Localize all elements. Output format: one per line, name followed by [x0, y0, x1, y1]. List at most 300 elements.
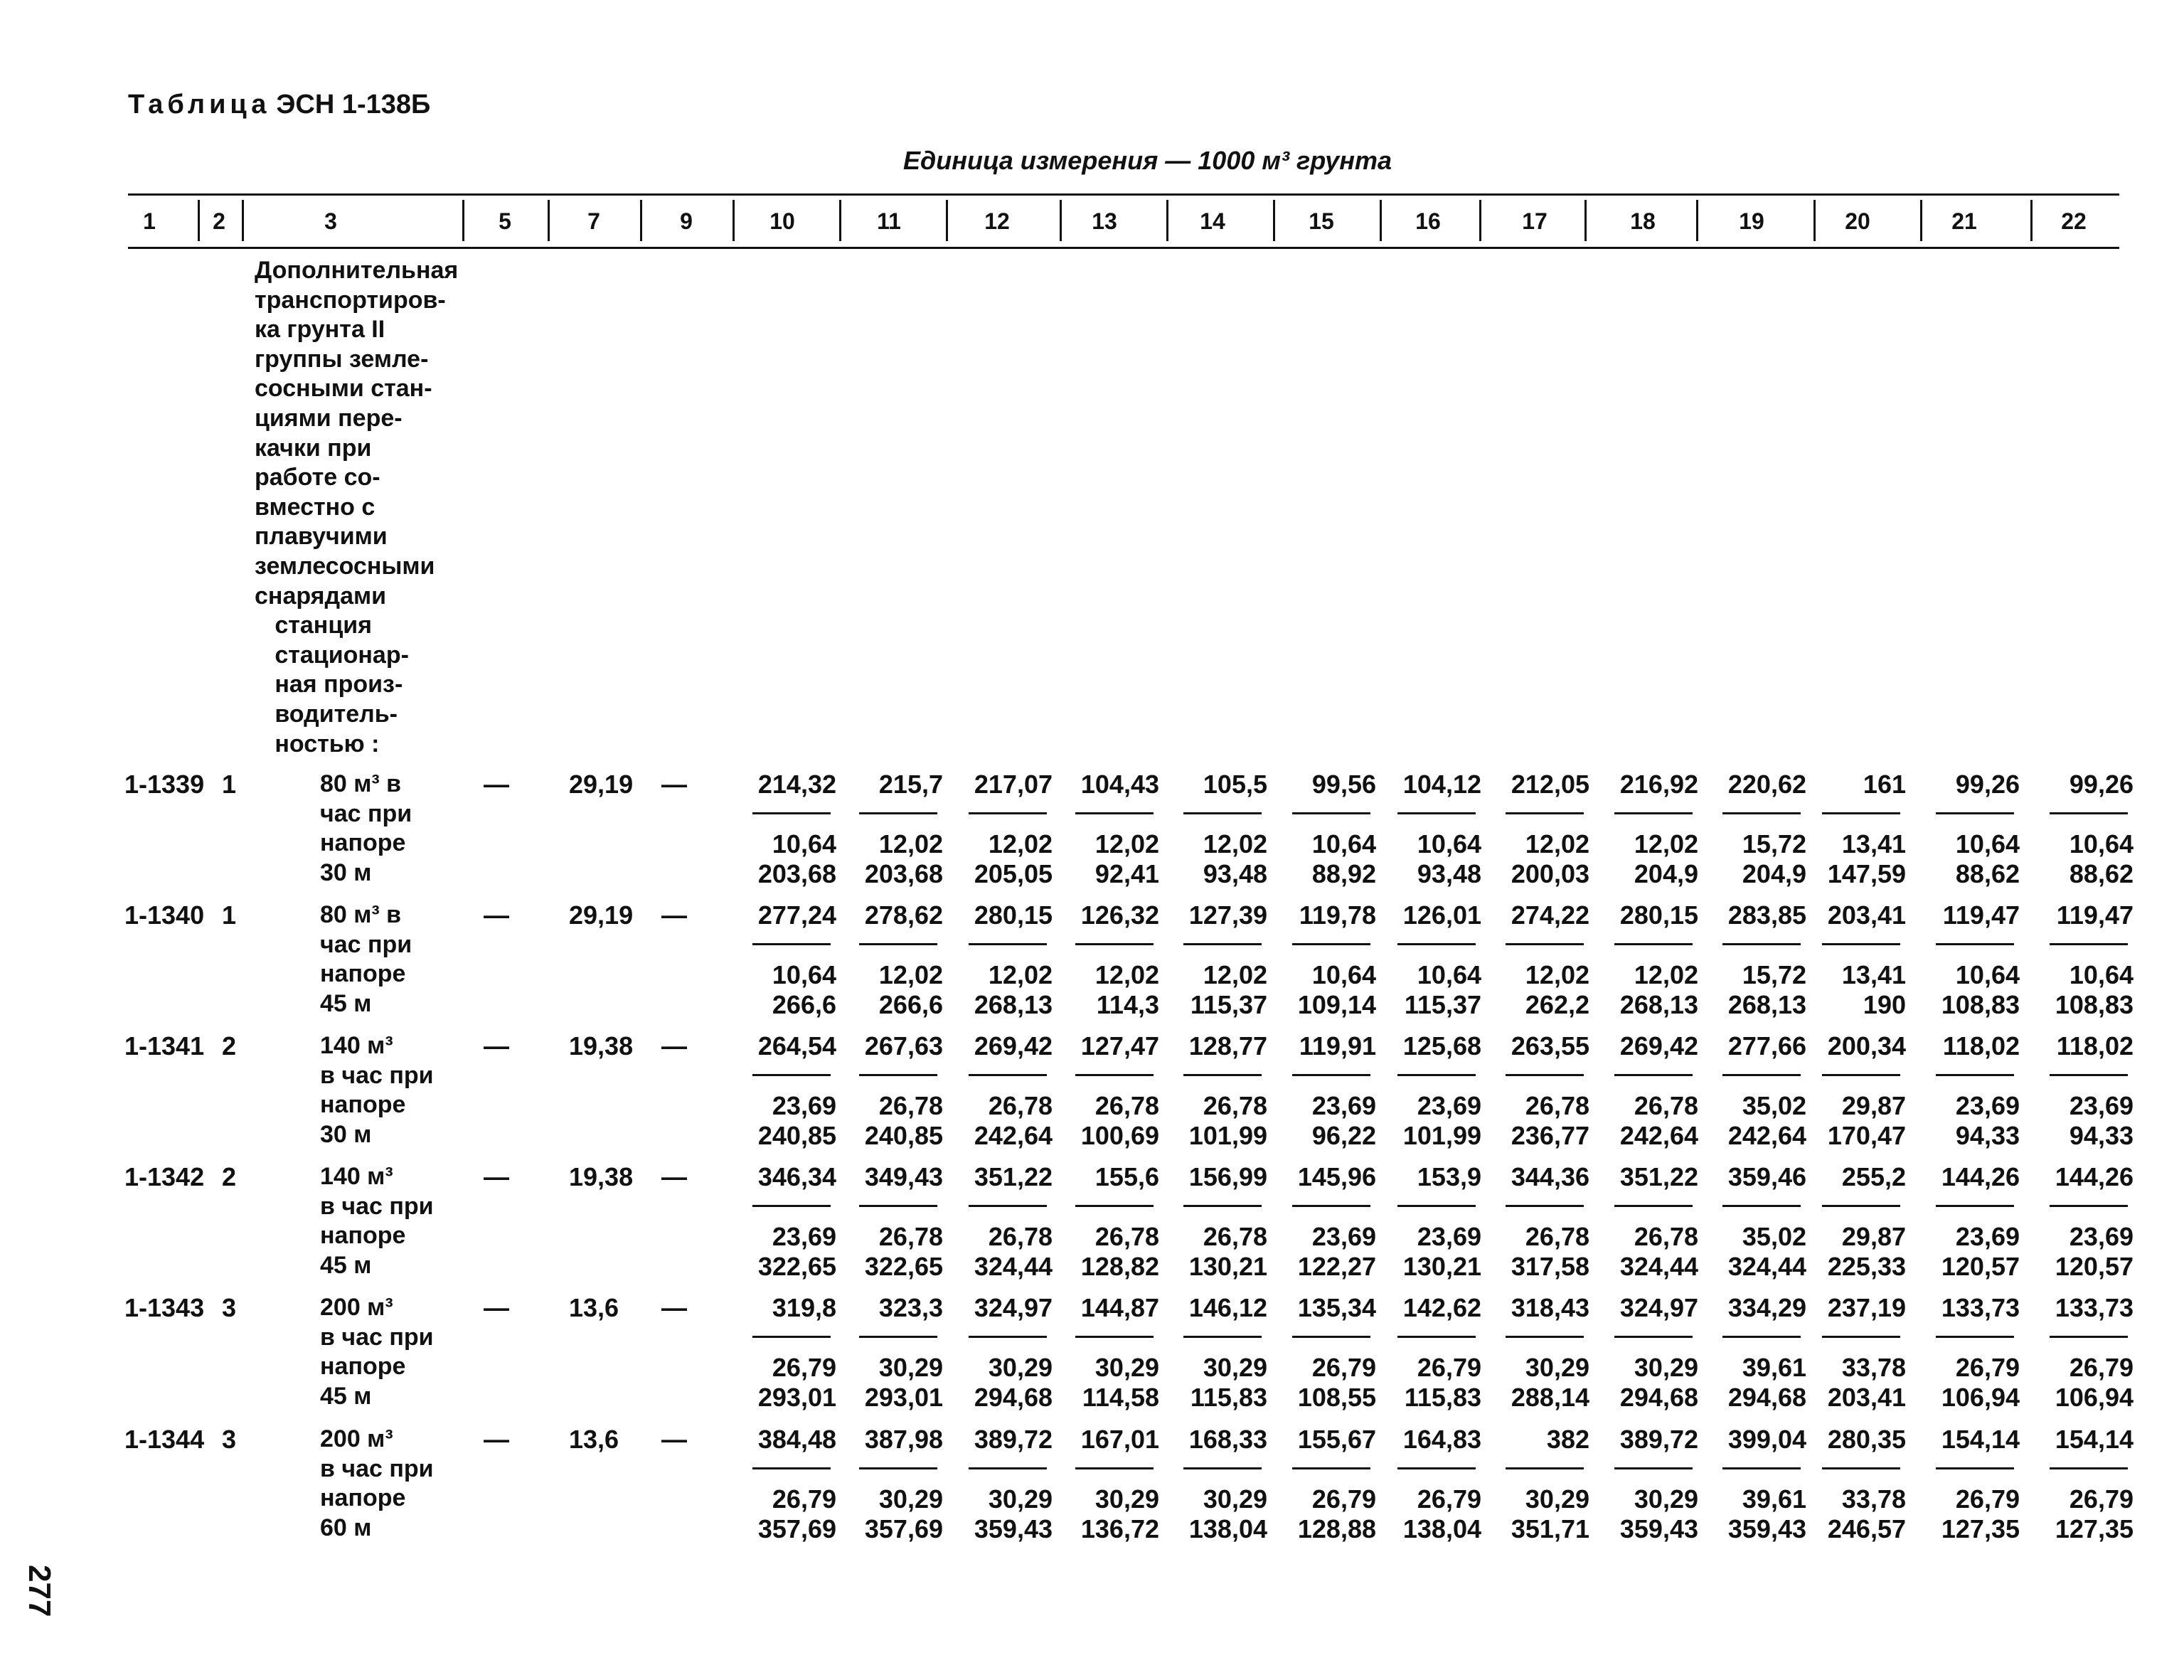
fraction-bar	[1722, 1467, 1801, 1469]
fraction-bar	[1397, 1074, 1476, 1076]
cost-machines: 128,88	[1297, 1514, 1376, 1543]
column-header-3: 3	[324, 208, 337, 234]
cost-machines: 322,65	[864, 1252, 943, 1281]
fraction-bar	[1397, 812, 1476, 814]
fraction-bar	[859, 1205, 937, 1207]
cost-wages: 26,79	[1955, 1484, 2020, 1514]
fraction-bar	[1292, 1205, 1370, 1207]
cost-wages: 23,69	[772, 1091, 836, 1120]
cost-wages: 26,78	[1634, 1222, 1698, 1251]
cost-machines: 288,14	[1511, 1383, 1589, 1412]
cost-total: 127,39	[1188, 900, 1267, 930]
fraction-bar	[2050, 1336, 2128, 1338]
cost-wages: 26,78	[988, 1222, 1053, 1251]
cost-total: 119,47	[1942, 900, 2020, 930]
cost-wages: 30,29	[1094, 1353, 1159, 1382]
cost-wages: 26,78	[1203, 1222, 1267, 1251]
cost-total: 133,73	[1941, 1293, 2020, 1322]
fraction-bar	[1292, 943, 1370, 945]
cost-machines: 114,3	[1096, 990, 1159, 1019]
cost-total: 351,22	[1619, 1162, 1698, 1191]
cost-total: 144,26	[1941, 1162, 2020, 1191]
fraction-bar	[1397, 1205, 1476, 1207]
cost-total: 99,26	[1955, 770, 2020, 799]
column-header-19: 19	[1739, 208, 1764, 234]
column-divider	[640, 200, 642, 241]
cost-machines: 130,21	[1402, 1252, 1481, 1281]
fraction-bar	[1722, 943, 1801, 945]
cost-wages: 26,78	[1203, 1091, 1267, 1120]
fraction-bar	[1075, 943, 1154, 945]
col9-value: —	[661, 1425, 687, 1454]
cost-total: 283,85	[1727, 900, 1806, 930]
table-title-word: Таблица	[128, 90, 271, 119]
column-header-1: 1	[143, 208, 156, 234]
col5-value: —	[484, 900, 509, 930]
column-header-21: 21	[1951, 208, 1977, 234]
fraction-bar	[1722, 1205, 1801, 1207]
cost-wages: 30,29	[1094, 1484, 1159, 1514]
fraction-bar	[1822, 812, 1900, 814]
page-number: 277	[22, 1565, 57, 1617]
column-divider	[1166, 200, 1168, 241]
cost-wages: 30,29	[1525, 1353, 1589, 1382]
cost-total: 154,14	[1941, 1425, 2020, 1454]
col7-value: 29,19	[569, 900, 634, 930]
cost-total: 203,41	[1827, 900, 1906, 930]
fraction-bar	[1936, 1467, 2014, 1469]
cost-total: 126,32	[1080, 900, 1159, 930]
cost-wages: 10,64	[1955, 960, 2020, 989]
column-header-15: 15	[1309, 208, 1334, 234]
cost-total: 155,6	[1094, 1162, 1159, 1191]
cost-machines: 293,01	[757, 1383, 836, 1412]
cost-wages: 30,29	[1203, 1353, 1267, 1382]
fraction-bar	[1614, 1467, 1693, 1469]
fraction-bar	[859, 1467, 937, 1469]
cost-wages: 23,69	[1311, 1222, 1376, 1251]
cost-machines: 357,69	[757, 1514, 836, 1543]
fraction-bar	[1183, 943, 1262, 945]
cost-wages: 12,02	[1094, 960, 1159, 989]
cost-total: 334,29	[1727, 1293, 1806, 1322]
cost-total: 128,77	[1188, 1031, 1267, 1060]
cost-machines: 94,33	[2069, 1121, 2134, 1150]
cost-wages: 39,61	[1742, 1353, 1806, 1382]
column-header-22: 22	[2061, 208, 2087, 234]
cost-total: 399,04	[1727, 1425, 1806, 1454]
fraction-bar	[1614, 1336, 1693, 1338]
fraction-bar	[2050, 943, 2128, 945]
cost-total: 119,78	[1299, 900, 1376, 930]
cost-total: 274,22	[1511, 900, 1589, 930]
cost-machines: 127,35	[2055, 1514, 2134, 1543]
cost-total: 344,36	[1511, 1162, 1589, 1191]
fraction-bar	[969, 1074, 1047, 1076]
column-divider	[733, 200, 735, 241]
cost-wages: 33,78	[1841, 1484, 1906, 1514]
cost-total: 237,19	[1827, 1293, 1906, 1322]
cost-machines: 293,01	[864, 1383, 943, 1412]
cost-machines: 266,6	[878, 990, 943, 1019]
fraction-bar	[1506, 812, 1584, 814]
cost-machines: 106,94	[2055, 1383, 2134, 1412]
cost-wages: 10,64	[2069, 829, 2134, 858]
fraction-bar	[1075, 1074, 1154, 1076]
fraction-bar	[1506, 1336, 1584, 1338]
cost-total: 144,87	[1080, 1293, 1159, 1322]
col5-value: —	[484, 1162, 509, 1191]
station-spec: 80 м³ в час при напоре 45 м	[320, 901, 412, 1017]
cost-total: 324,97	[1619, 1293, 1698, 1322]
column-header-18: 18	[1630, 208, 1656, 234]
cost-wages: 30,29	[988, 1484, 1053, 1514]
cost-machines: 109,14	[1297, 990, 1376, 1019]
fraction-bar	[1722, 1074, 1801, 1076]
cost-wages: 26,79	[1311, 1484, 1376, 1514]
fraction-bar	[1292, 1336, 1370, 1338]
fraction-bar	[752, 943, 831, 945]
fraction-bar	[1506, 1074, 1584, 1076]
column-header-5: 5	[499, 208, 511, 234]
fraction-bar	[1506, 1467, 1584, 1469]
column-divider	[1813, 200, 1816, 241]
norm-code: 1-1344	[124, 1425, 205, 1454]
column-divider	[839, 200, 841, 241]
fraction-bar	[752, 1074, 831, 1076]
fraction-bar	[1075, 1467, 1154, 1469]
cost-total: 135,34	[1297, 1293, 1376, 1322]
cost-machines: 114,58	[1082, 1383, 1159, 1412]
cost-machines: 115,37	[1404, 990, 1481, 1019]
cost-machines: 203,68	[864, 859, 943, 888]
cost-wages: 30,29	[1525, 1484, 1589, 1514]
cost-total: 104,12	[1402, 770, 1481, 799]
cost-total: 384,48	[757, 1425, 836, 1454]
column-header-20: 20	[1845, 208, 1870, 234]
cost-machines: 120,57	[2055, 1252, 2134, 1281]
cost-total: 127,47	[1080, 1031, 1159, 1060]
soil-group: 3	[222, 1425, 237, 1454]
col7-value: 19,38	[569, 1162, 634, 1191]
cost-total: 155,67	[1297, 1425, 1376, 1454]
cost-machines: 268,13	[1619, 990, 1698, 1019]
cost-wages: 10,64	[772, 960, 836, 989]
column-divider	[946, 200, 948, 241]
cost-machines: 120,57	[1941, 1252, 2020, 1281]
cost-total: 146,12	[1188, 1293, 1267, 1322]
norm-code: 1-1341	[124, 1031, 205, 1060]
cost-machines: 242,64	[1727, 1121, 1806, 1150]
cost-total: 269,42	[974, 1031, 1053, 1060]
fraction-bar	[1936, 1074, 2014, 1076]
fraction-bar	[1183, 1467, 1262, 1469]
fraction-bar	[1822, 943, 1900, 945]
cost-wages: 23,69	[2069, 1091, 2134, 1120]
cost-wages: 26,78	[1094, 1091, 1159, 1120]
fraction-bar	[1292, 1074, 1370, 1076]
cost-machines: 357,69	[864, 1514, 943, 1543]
cost-total: 324,97	[974, 1293, 1053, 1322]
cost-machines: 203,68	[757, 859, 836, 888]
cost-wages: 30,29	[1203, 1484, 1267, 1514]
cost-total: 255,2	[1841, 1162, 1906, 1191]
fraction-bar	[1506, 1205, 1584, 1207]
cost-machines: 294,68	[974, 1383, 1053, 1412]
cost-total: 153,9	[1417, 1162, 1481, 1191]
station-spec: 200 м³ в час при напоре 45 м	[320, 1294, 434, 1410]
cost-total: 119,91	[1299, 1031, 1376, 1060]
column-divider	[462, 200, 464, 241]
col7-value: 19,38	[569, 1031, 634, 1060]
cost-machines: 317,58	[1511, 1252, 1589, 1281]
fraction-bar	[1936, 1336, 2014, 1338]
column-divider	[1584, 200, 1587, 241]
cost-total: 277,66	[1727, 1031, 1806, 1060]
cost-total: 216,92	[1619, 770, 1698, 799]
cost-machines: 203,41	[1827, 1383, 1906, 1412]
cost-machines: 204,9	[1742, 859, 1806, 888]
column-header-10: 10	[769, 208, 795, 234]
fraction-bar	[969, 1205, 1047, 1207]
cost-wages: 26,79	[772, 1484, 836, 1514]
fraction-bar	[1075, 1205, 1154, 1207]
col9-value: —	[661, 1162, 687, 1191]
cost-wages: 26,79	[2069, 1353, 2134, 1382]
cost-machines: 115,37	[1190, 990, 1267, 1019]
fraction-bar	[1397, 943, 1476, 945]
cost-machines: 92,41	[1094, 859, 1159, 888]
cost-wages: 13,41	[1841, 829, 1906, 858]
cost-total: 168,33	[1188, 1425, 1267, 1454]
cost-total: 212,05	[1511, 770, 1589, 799]
column-divider	[548, 200, 550, 241]
cost-wages: 12,02	[1525, 829, 1589, 858]
cost-total: 280,15	[1619, 900, 1698, 930]
cost-wages: 26,79	[2069, 1484, 2134, 1514]
cost-total: 99,26	[2069, 770, 2134, 799]
cost-machines: 242,64	[974, 1121, 1053, 1150]
cost-wages: 30,29	[988, 1353, 1053, 1382]
cost-wages: 26,79	[1417, 1484, 1481, 1514]
cost-wages: 30,29	[1634, 1353, 1698, 1382]
fraction-bar	[1397, 1336, 1476, 1338]
column-divider	[1380, 200, 1382, 241]
cost-total: 319,8	[772, 1293, 836, 1322]
cost-wages: 33,78	[1841, 1353, 1906, 1382]
cost-wages: 15,72	[1742, 829, 1806, 858]
cost-wages: 29,87	[1841, 1091, 1906, 1120]
cost-machines: 200,03	[1511, 859, 1589, 888]
cost-machines: 93,48	[1203, 859, 1267, 888]
cost-machines: 100,69	[1080, 1121, 1159, 1150]
column-header-9: 9	[680, 208, 693, 234]
cost-total: 200,34	[1827, 1031, 1906, 1060]
cost-machines: 101,99	[1402, 1121, 1481, 1150]
column-header-13: 13	[1092, 208, 1117, 234]
cost-total: 133,73	[2055, 1293, 2134, 1322]
cost-total: 125,68	[1402, 1031, 1481, 1060]
cost-wages: 10,64	[1311, 960, 1376, 989]
cost-wages: 10,64	[772, 829, 836, 858]
cost-machines: 225,33	[1827, 1252, 1906, 1281]
cost-machines: 130,21	[1188, 1252, 1267, 1281]
cost-machines: 108,83	[1941, 990, 2020, 1019]
fraction-bar	[1822, 1467, 1900, 1469]
col9-value: —	[661, 770, 687, 799]
cost-total: 389,72	[1619, 1425, 1698, 1454]
cost-total: 349,43	[864, 1162, 943, 1191]
cost-wages: 26,78	[1634, 1091, 1698, 1120]
cost-machines: 266,6	[772, 990, 836, 1019]
station-spec: 80 м³ в час при напоре 30 м	[320, 770, 412, 886]
station-spec: 140 м³ в час при напоре 30 м	[320, 1032, 434, 1148]
cost-total: 318,43	[1511, 1293, 1589, 1322]
cost-machines: 88,62	[1955, 859, 2020, 888]
col5-value: —	[484, 1031, 509, 1060]
table-title	[128, 90, 430, 120]
cost-total: 217,07	[974, 770, 1053, 799]
cost-wages: 15,72	[1742, 960, 1806, 989]
soil-group: 2	[222, 1031, 237, 1060]
cost-machines: 147,59	[1827, 859, 1906, 888]
fraction-bar	[2050, 1205, 2128, 1207]
column-divider	[1479, 200, 1481, 241]
cost-total: 164,83	[1402, 1425, 1481, 1454]
cost-total: 277,24	[757, 900, 836, 930]
fraction-bar	[1506, 943, 1584, 945]
cost-wages: 30,29	[1634, 1484, 1698, 1514]
cost-machines: 262,2	[1525, 990, 1589, 1019]
cost-total: 359,46	[1727, 1162, 1806, 1191]
cost-wages: 26,78	[1525, 1091, 1589, 1120]
cost-machines: 127,35	[1941, 1514, 2020, 1543]
cost-machines: 324,44	[974, 1252, 1053, 1281]
cost-machines: 322,65	[757, 1252, 836, 1281]
fraction-bar	[1183, 1336, 1262, 1338]
column-divider	[1696, 200, 1698, 241]
fraction-bar	[1822, 1074, 1900, 1076]
cost-total: 167,01	[1080, 1425, 1159, 1454]
cost-machines: 106,94	[1941, 1383, 2020, 1412]
cost-machines: 268,13	[1727, 990, 1806, 1019]
unit-of-measure: Единица измерения — 1000 м³ грунта	[903, 146, 1392, 175]
cost-total: 119,47	[2056, 900, 2134, 930]
cost-total: 278,62	[864, 900, 943, 930]
fraction-bar	[1183, 1205, 1262, 1207]
fraction-bar	[1183, 812, 1262, 814]
fraction-bar	[1292, 1467, 1370, 1469]
cost-wages: 26,79	[1417, 1353, 1481, 1382]
cost-wages: 35,02	[1742, 1222, 1806, 1251]
cost-machines: 359,43	[1727, 1514, 1806, 1543]
fraction-bar	[859, 812, 937, 814]
fraction-bar	[1722, 1336, 1801, 1338]
cost-machines: 246,57	[1827, 1514, 1906, 1543]
cost-machines: 324,44	[1727, 1252, 1806, 1281]
cost-wages: 12,02	[988, 960, 1053, 989]
column-divider	[198, 200, 200, 241]
col9-value: —	[661, 1293, 687, 1322]
cost-wages: 26,79	[1311, 1353, 1376, 1382]
col5-value: —	[484, 1293, 509, 1322]
soil-group: 2	[222, 1162, 237, 1191]
column-divider	[1060, 200, 1062, 241]
cost-machines: 115,83	[1404, 1383, 1481, 1412]
fraction-bar	[859, 1336, 937, 1338]
cost-wages: 23,69	[1417, 1222, 1481, 1251]
soil-group: 1	[222, 770, 237, 799]
cost-total: 214,32	[757, 770, 836, 799]
cost-machines: 122,27	[1297, 1252, 1376, 1281]
cost-machines: 236,77	[1511, 1121, 1589, 1150]
fraction-bar	[2050, 812, 2128, 814]
soil-group: 1	[222, 900, 237, 930]
cost-wages: 12,02	[1203, 829, 1267, 858]
col5-value: —	[484, 1425, 509, 1454]
cost-wages: 26,78	[878, 1091, 943, 1120]
cost-total: 104,43	[1080, 770, 1159, 799]
norm-code: 1-1342	[124, 1162, 205, 1191]
cost-machines: 351,71	[1511, 1514, 1589, 1543]
cost-total: 267,63	[864, 1031, 943, 1060]
cost-machines: 205,05	[974, 859, 1053, 888]
norm-code: 1-1343	[124, 1293, 205, 1322]
cost-total: 215,7	[878, 770, 943, 799]
cost-total: 280,15	[974, 900, 1053, 930]
column-divider	[1920, 200, 1922, 241]
col7-value: 13,6	[569, 1293, 619, 1322]
column-divider	[2030, 200, 2033, 241]
col5-value: —	[484, 770, 509, 799]
cost-machines: 138,04	[1188, 1514, 1267, 1543]
cost-wages: 12,02	[1634, 829, 1698, 858]
fraction-bar	[1936, 943, 2014, 945]
norm-code: 1-1339	[124, 770, 205, 799]
fraction-bar	[752, 812, 831, 814]
column-header-12: 12	[984, 208, 1010, 234]
cost-wages: 23,69	[772, 1222, 836, 1251]
fraction-bar	[1936, 812, 2014, 814]
cost-total: 382	[1546, 1425, 1589, 1454]
cost-machines: 242,64	[1619, 1121, 1698, 1150]
fraction-bar	[1722, 812, 1801, 814]
cost-total: 126,01	[1402, 900, 1481, 930]
cost-wages: 23,69	[2069, 1222, 2134, 1251]
cost-machines: 128,82	[1080, 1252, 1159, 1281]
fraction-bar	[2050, 1467, 2128, 1469]
fraction-bar	[1614, 1205, 1693, 1207]
fraction-bar	[752, 1336, 831, 1338]
cost-machines: 240,85	[864, 1121, 943, 1150]
column-header-17: 17	[1522, 208, 1548, 234]
cost-total: 142,62	[1402, 1293, 1481, 1322]
cost-total: 161	[1863, 770, 1906, 799]
cost-total: 351,22	[974, 1162, 1053, 1191]
column-divider	[1273, 200, 1275, 241]
fraction-bar	[752, 1467, 831, 1469]
cost-total: 154,14	[2055, 1425, 2134, 1454]
fraction-bar	[1936, 1205, 2014, 1207]
cost-total: 99,56	[1311, 770, 1376, 799]
cost-total: 387,98	[864, 1425, 943, 1454]
cost-machines: 101,99	[1188, 1121, 1267, 1150]
cost-wages: 12,02	[1094, 829, 1159, 858]
cost-wages: 10,64	[2069, 960, 2134, 989]
fraction-bar	[752, 1205, 831, 1207]
cost-wages: 12,02	[1203, 960, 1267, 989]
norm-code: 1-1340	[124, 900, 205, 930]
